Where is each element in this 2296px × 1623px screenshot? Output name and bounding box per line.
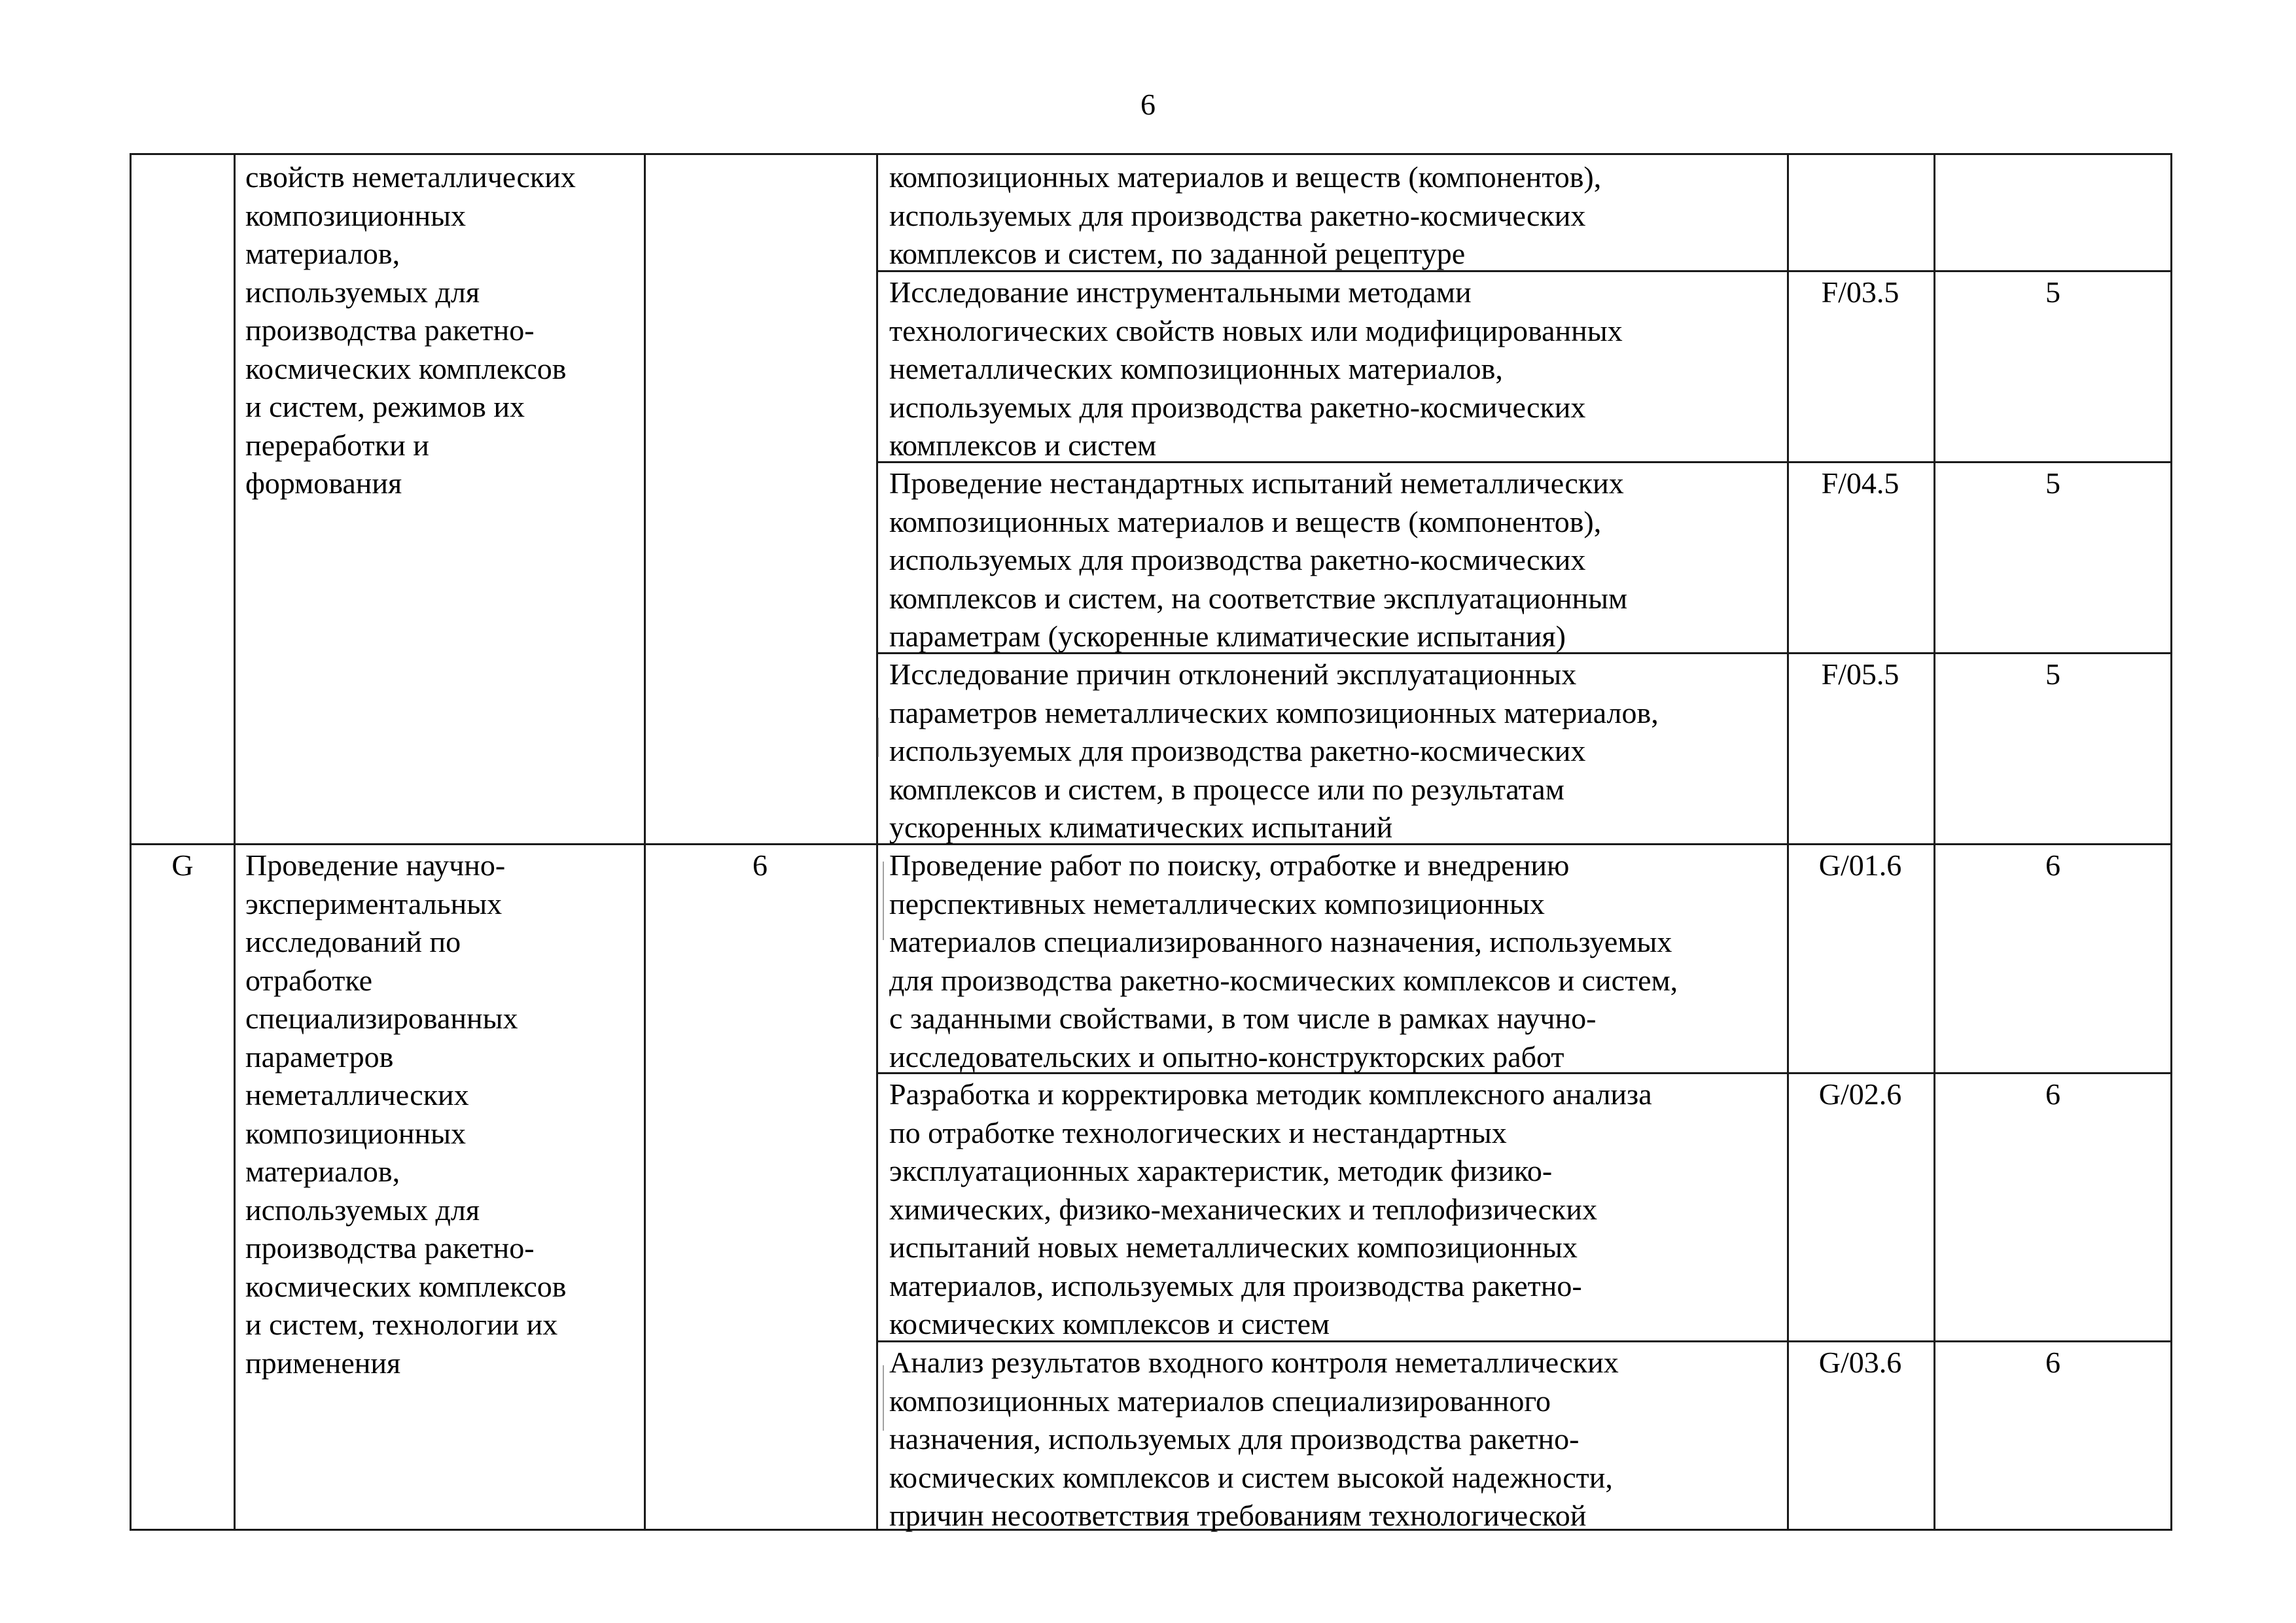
scan-artifact <box>883 862 884 940</box>
labor-function-code: F/03.5 <box>1821 275 1899 309</box>
labor-function-code: G/02.6 <box>1818 1077 1902 1111</box>
column-divider <box>1934 155 1935 1529</box>
labor-function-name: Исследование причин отклонений эксплуатационных параметров неметаллических композиционных материалов, используемых для производства ракетно-космических комплексов и систем, в процессе или по результатам ускоренных климатических испытаний <box>889 657 1659 844</box>
page-number: 6 <box>1140 88 1156 121</box>
labor-function-name: Разработка и корректировка методик комплексного анализа по отработке технологических и нестандартных эксплуатационных характеристик, методик физико- химических, физико-механических и теплофизических испытаний новых неметаллических композиционных материалов, используемых для производства ракетно- космических комплексов и систем <box>889 1077 1652 1340</box>
labor-function-code: F/05.5 <box>1821 657 1899 691</box>
labor-function-name: композиционных материалов и веществ (компонентов), используемых для производства ракетно-космических комплексов и систем, по заданной рецептуре <box>889 160 1602 270</box>
column-divider <box>1787 155 1789 1529</box>
labor-function-code: F/04.5 <box>1821 466 1899 500</box>
qualification-level: 6 <box>752 848 768 882</box>
labor-function-name: Проведение работ по поиску, отработке и внедрению перспективных неметаллических композиционных материалов специализированного назначения, используемых для производства ракетно-космических комплексов и систем, с заданными свойствами, в том числе в рамках научно- исследовательских и опытно-конструкторских работ <box>889 848 1678 1073</box>
labor-function-name: Исследование инструментальными методами технологических свойств новых или модифицированных неметаллических композиционных материалов, используемых для производства ракетно-космических комплексов и систем <box>889 275 1623 462</box>
labor-function-level: 6 <box>2045 1077 2060 1111</box>
labor-function-level: 6 <box>2045 1346 2060 1379</box>
function-group-name: свойств неметаллических композиционных материалов, используемых для производства ракетно- космических комплексов и систем, режимов их переработки и формования <box>245 160 576 500</box>
labor-function-code: G/03.6 <box>1818 1346 1902 1379</box>
labor-function-name: Анализ результатов входного контроля неметаллических композиционных материалов специализированного назначения, используемых для производства ракетно- космических комплексов и систем высокой надежности, причин несоответствия требованиям технологической <box>889 1346 1619 1532</box>
column-divider <box>234 155 236 1529</box>
scan-artifact <box>877 718 879 757</box>
labor-function-level: 6 <box>2045 848 2060 882</box>
scan-artifact <box>883 1365 884 1431</box>
column-divider <box>876 155 878 1529</box>
competency-table <box>130 153 2172 1531</box>
labor-function-name: Проведение нестандартных испытаний неметаллических композиционных материалов и веществ (компонентов), используемых для производства ракетно-космических комплексов и систем, на соответствие эксплуатационным параметрам (ускоренные климатические испытания) <box>889 466 1628 653</box>
function-group-name: Проведение научно- экспериментальных исследований по отработке специализированных параметров неметаллических композиционных материалов, используемых для производства ракетно- космических комплексов и систем, технологии их применения <box>245 848 567 1380</box>
labor-function-level: 5 <box>2045 275 2060 309</box>
labor-function-level: 5 <box>2045 466 2060 500</box>
function-group-code: G <box>171 848 194 882</box>
labor-function-code: G/01.6 <box>1818 848 1902 882</box>
labor-function-level: 5 <box>2045 657 2060 691</box>
column-divider <box>644 155 646 1529</box>
